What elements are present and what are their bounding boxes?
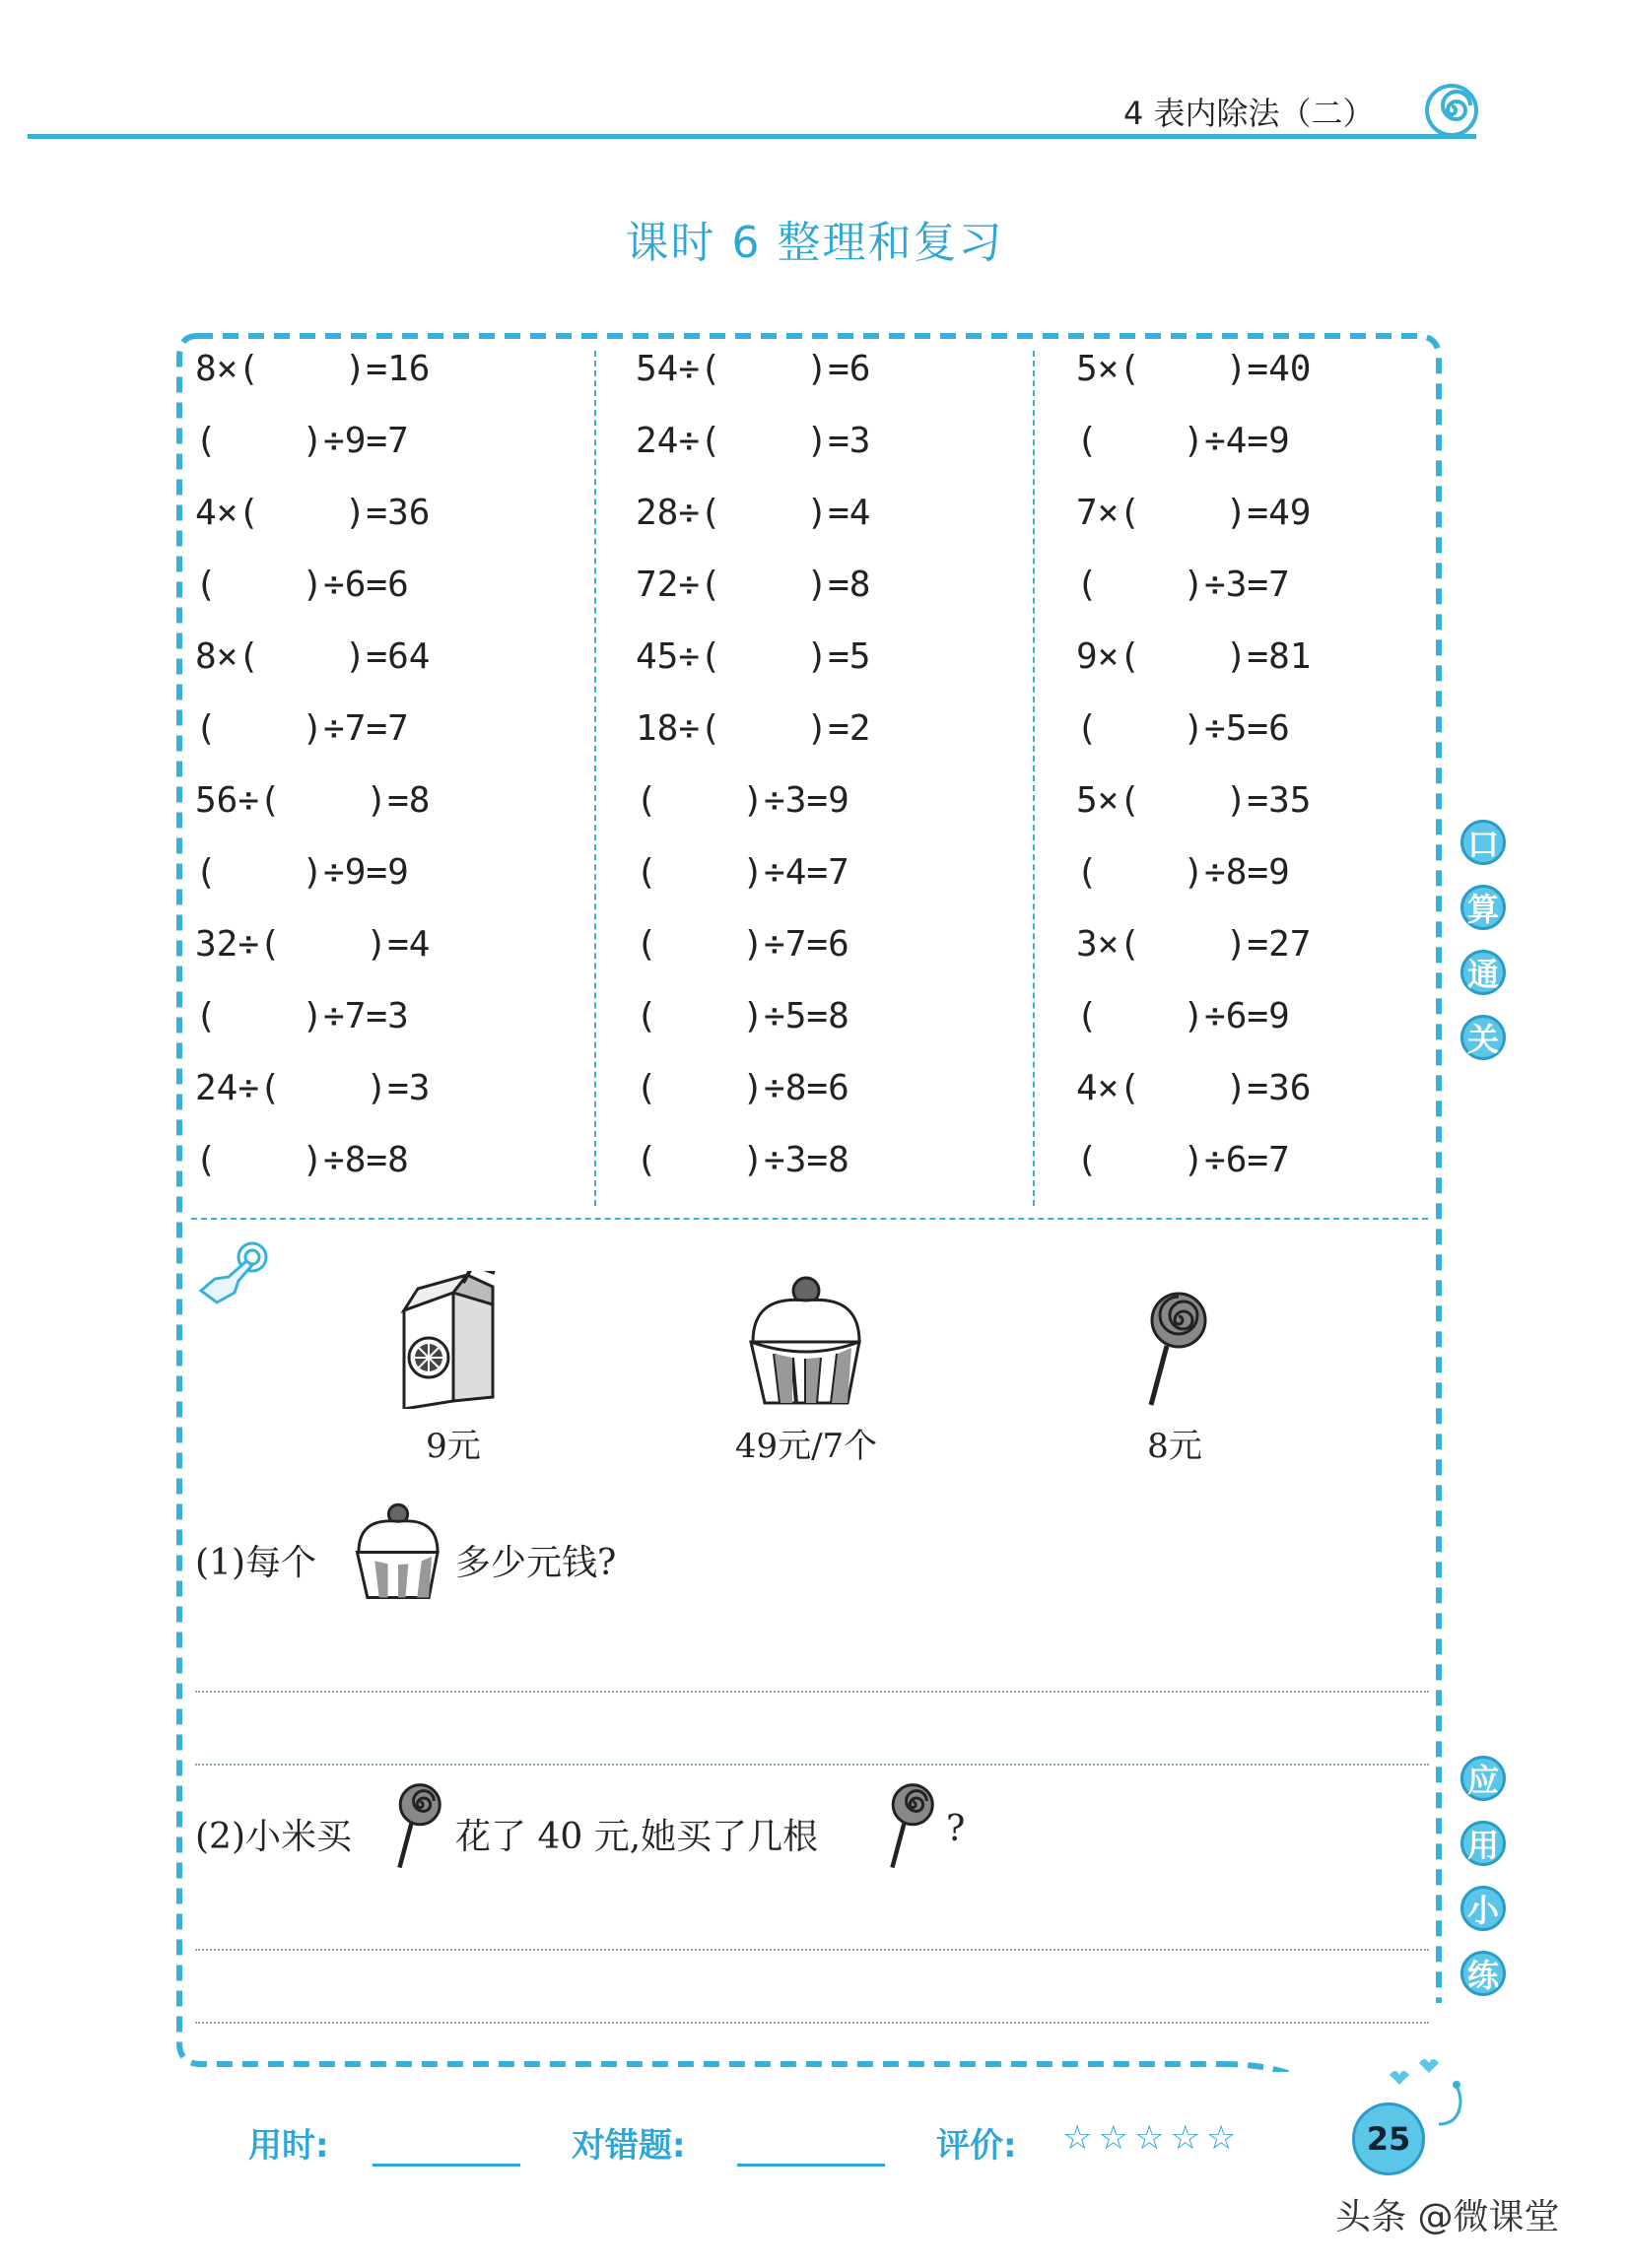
equation: ( )÷3=7 — [1076, 565, 1290, 605]
tab-oral-calc-char: 通 — [1460, 950, 1506, 995]
equation: 54÷( )=6 — [636, 349, 871, 389]
equation: 5×( )=40 — [1076, 349, 1312, 389]
equation: 24÷( )=3 — [636, 421, 871, 461]
juice-box-icon — [398, 1271, 507, 1409]
time-label: 用时: — [248, 2126, 329, 2166]
rating-label: 评价: — [936, 2126, 1017, 2166]
equation: ( )÷5=8 — [636, 996, 849, 1036]
exercise-column-3 — [1076, 348, 1311, 1211]
lesson-title: 课时 6 整理和复习 — [625, 218, 1004, 268]
question-1-prefix: (1)每个 — [195, 1543, 316, 1583]
rating-stars[interactable]: ☆☆☆☆☆ — [1062, 2118, 1243, 2158]
juice-price: 9元 — [426, 1427, 481, 1466]
question-2-prefix: (2)小米买 — [195, 1817, 352, 1857]
errors-field[interactable] — [737, 2164, 885, 2167]
equation: ( )÷8=8 — [195, 1140, 409, 1180]
equation: 7×( )=49 — [1076, 493, 1312, 533]
equation: ( )÷8=9 — [1076, 852, 1290, 893]
answer-line[interactable] — [195, 2022, 1429, 2024]
equation: 32÷( )=4 — [195, 924, 431, 965]
equation: 4×( )=36 — [1076, 1068, 1312, 1108]
tab-oral-calc-char: 关 — [1460, 1015, 1506, 1060]
answer-line[interactable] — [195, 1949, 1429, 1951]
page-number-badge: 25 — [1352, 2102, 1425, 2175]
equation: ( )÷9=7 — [195, 421, 409, 461]
lollipop-price: 8元 — [1147, 1427, 1202, 1466]
cupcake-icon — [353, 1500, 443, 1602]
equation: ( )÷9=9 — [195, 852, 409, 893]
answer-line[interactable] — [195, 1764, 1429, 1766]
equation: ( )÷6=7 — [1076, 1140, 1290, 1180]
section-divider — [191, 1218, 1428, 1220]
equation: 24÷( )=3 — [195, 1068, 431, 1108]
tab-oral-calc-char: 算 — [1460, 885, 1506, 930]
equation: ( )÷7=3 — [195, 996, 409, 1036]
cupcake-icon — [745, 1273, 867, 1407]
equation: 8×( )=64 — [195, 636, 431, 677]
equation: ( )÷6=6 — [195, 565, 409, 605]
equation: ( )÷7=6 — [636, 924, 849, 965]
equation: 3×( )=27 — [1076, 924, 1312, 965]
pointing-hand-icon — [195, 1239, 274, 1308]
question-2-suffix: ? — [946, 1809, 966, 1849]
equation: ( )÷4=7 — [636, 852, 849, 893]
tab-applied-char: 练 — [1460, 1951, 1506, 1996]
equation: 18÷( )=2 — [636, 708, 871, 749]
equation: ( )÷3=8 — [636, 1140, 849, 1180]
equation: ( )÷3=9 — [636, 780, 849, 821]
tab-applied-char: 小 — [1460, 1886, 1506, 1931]
column-divider — [594, 351, 596, 1206]
exercise-column-2 — [636, 348, 870, 1211]
lollipop-icon — [1141, 1291, 1210, 1409]
lollipop-icon — [885, 1781, 936, 1872]
equation: 28÷( )=4 — [636, 493, 871, 533]
header-rule — [28, 134, 1476, 139]
tab-oral-calc-char: 口 — [1460, 820, 1506, 865]
time-field[interactable] — [373, 2164, 520, 2167]
equation: 9×( )=81 — [1076, 636, 1312, 677]
watermark: 头条 @微课堂 — [1335, 2197, 1560, 2237]
equation: 4×( )=36 — [195, 493, 431, 533]
spiral-icon — [1424, 83, 1479, 138]
equation: ( )÷8=6 — [636, 1068, 849, 1108]
chapter-title: 4 表内除法（二） — [1123, 95, 1375, 132]
errors-label: 对错题: — [572, 2126, 686, 2166]
equation: 45÷( )=5 — [636, 636, 871, 677]
equation: ( )÷6=9 — [1076, 996, 1290, 1036]
tab-applied-char: 用 — [1460, 1821, 1506, 1866]
equation: 5×( )=35 — [1076, 780, 1312, 821]
column-divider — [1033, 351, 1035, 1206]
lollipop-icon — [392, 1781, 443, 1872]
equation: 56÷( )=8 — [195, 780, 431, 821]
equation: ( )÷5=6 — [1076, 708, 1290, 749]
equation: 72÷( )=8 — [636, 565, 871, 605]
tab-applied-char: 应 — [1460, 1756, 1506, 1801]
equation: 8×( )=16 — [195, 349, 431, 389]
answer-line[interactable] — [195, 1691, 1429, 1693]
question-2-middle: 花了 40 元,她买了几根 — [455, 1817, 819, 1857]
cupcake-price: 49元/7个 — [734, 1427, 878, 1466]
exercise-column-1 — [195, 348, 430, 1211]
question-1-suffix: 多少元钱? — [455, 1543, 617, 1583]
equation: ( )÷4=9 — [1076, 421, 1290, 461]
equation: ( )÷7=7 — [195, 708, 409, 749]
